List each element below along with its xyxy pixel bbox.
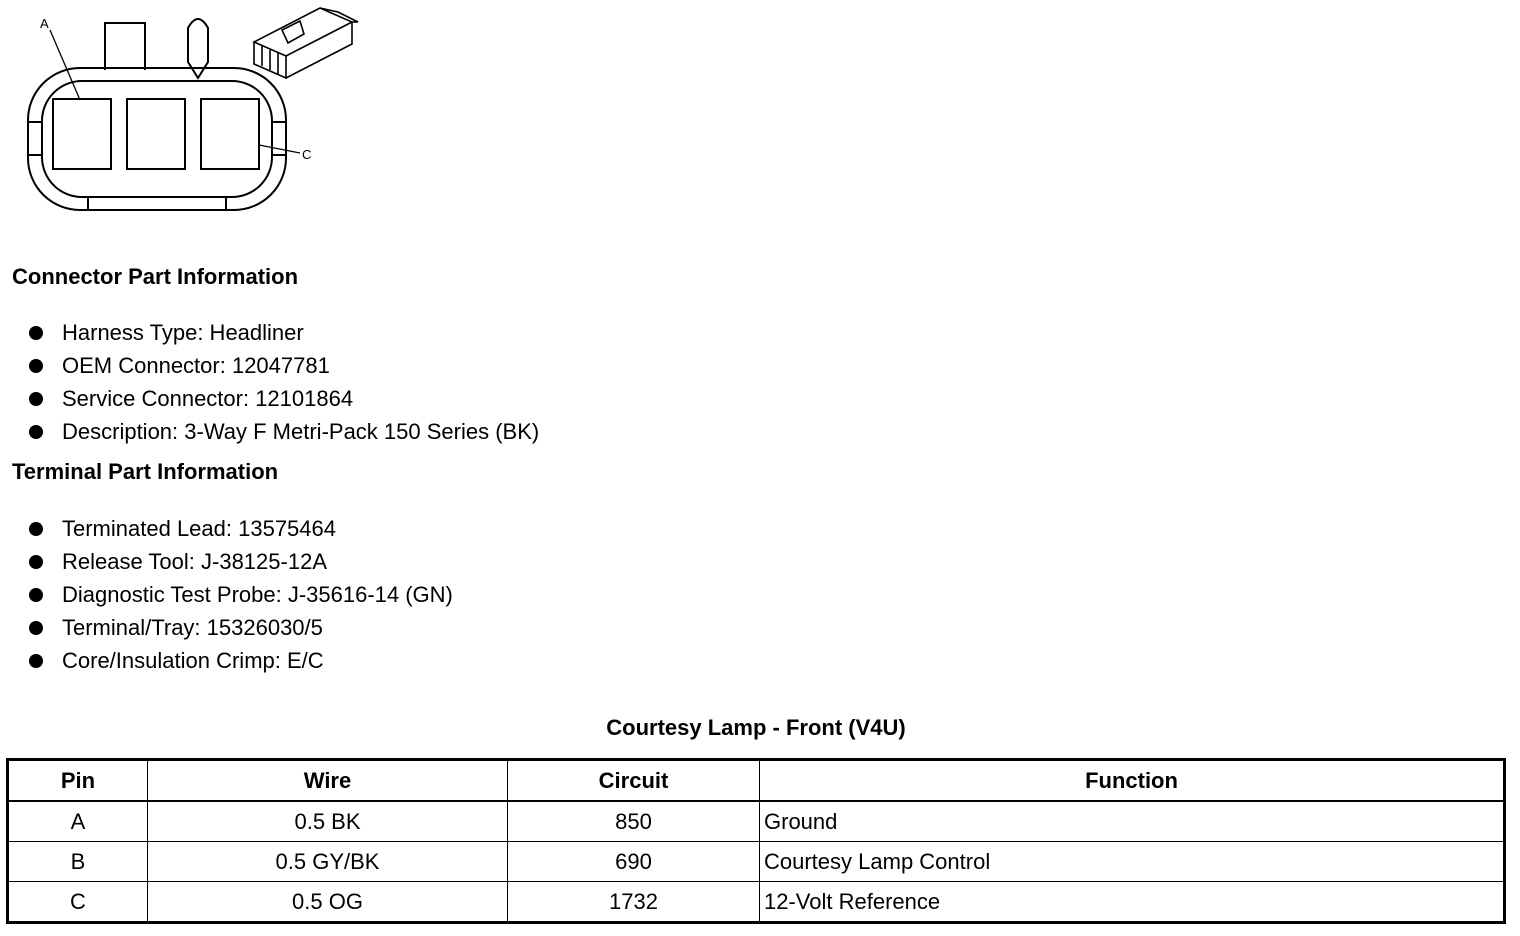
connector-diagram bbox=[0, 0, 380, 225]
cavity-label-a: A bbox=[40, 16, 49, 31]
bullet-icon bbox=[29, 555, 43, 569]
bullet-icon bbox=[29, 425, 43, 439]
cell-pin: A bbox=[8, 801, 148, 842]
cell-function: Courtesy Lamp Control bbox=[760, 842, 1505, 882]
list-item: Service Connector: 12101864 bbox=[28, 382, 539, 415]
cell-pin: C bbox=[8, 882, 148, 923]
cell-wire: 0.5 BK bbox=[148, 801, 508, 842]
table-row bbox=[8, 882, 1505, 923]
header-function: Function bbox=[760, 760, 1505, 802]
list-item: Terminated Lead: 13575464 bbox=[28, 512, 453, 545]
pin-table-title: Courtesy Lamp - Front (V4U) bbox=[606, 715, 906, 740]
bullet-icon bbox=[29, 359, 43, 373]
cell-wire: 0.5 OG bbox=[148, 882, 508, 923]
bullet-icon bbox=[29, 326, 43, 340]
cell-circuit: 1732 bbox=[508, 882, 760, 923]
bullet-icon bbox=[29, 654, 43, 668]
connector-info-title: Connector Part Information bbox=[12, 264, 299, 289]
header-wire: Wire bbox=[148, 760, 508, 802]
connector-info-list bbox=[28, 316, 539, 448]
list-item: Terminal/Tray: 15326030/5 bbox=[28, 611, 453, 644]
header-pin: Pin bbox=[8, 760, 148, 802]
bullet-icon bbox=[29, 621, 43, 635]
bullet-icon bbox=[29, 522, 43, 536]
bullet-icon bbox=[29, 392, 43, 406]
cell-wire: 0.5 GY/BK bbox=[148, 842, 508, 882]
list-item: Core/Insulation Crimp: E/C bbox=[28, 644, 453, 677]
table-row bbox=[8, 801, 1505, 842]
header-circuit: Circuit bbox=[508, 760, 760, 802]
terminal-info-list bbox=[28, 512, 453, 677]
list-item: Harness Type: Headliner bbox=[28, 316, 539, 349]
connector-thumbnail-icon bbox=[254, 8, 358, 78]
cell-function: Ground bbox=[760, 801, 1505, 842]
list-item: Description: 3-Way F Metri-Pack 150 Series (BK) bbox=[28, 415, 539, 448]
cell-function: 12-Volt Reference bbox=[760, 882, 1505, 923]
list-item: Release Tool: J-38125-12A bbox=[28, 545, 453, 578]
table-row bbox=[8, 842, 1505, 882]
bullet-icon bbox=[29, 588, 43, 602]
cell-circuit: 850 bbox=[508, 801, 760, 842]
table-header-row bbox=[8, 760, 1505, 802]
list-item: Diagnostic Test Probe: J-35616-14 (GN) bbox=[28, 578, 453, 611]
cavity-label-c: C bbox=[302, 147, 312, 162]
cell-circuit: 690 bbox=[508, 842, 760, 882]
pin-table bbox=[6, 758, 1506, 924]
terminal-info-title: Terminal Part Information bbox=[12, 459, 279, 484]
cell-pin: B bbox=[8, 842, 148, 882]
list-item: OEM Connector: 12047781 bbox=[28, 349, 539, 382]
